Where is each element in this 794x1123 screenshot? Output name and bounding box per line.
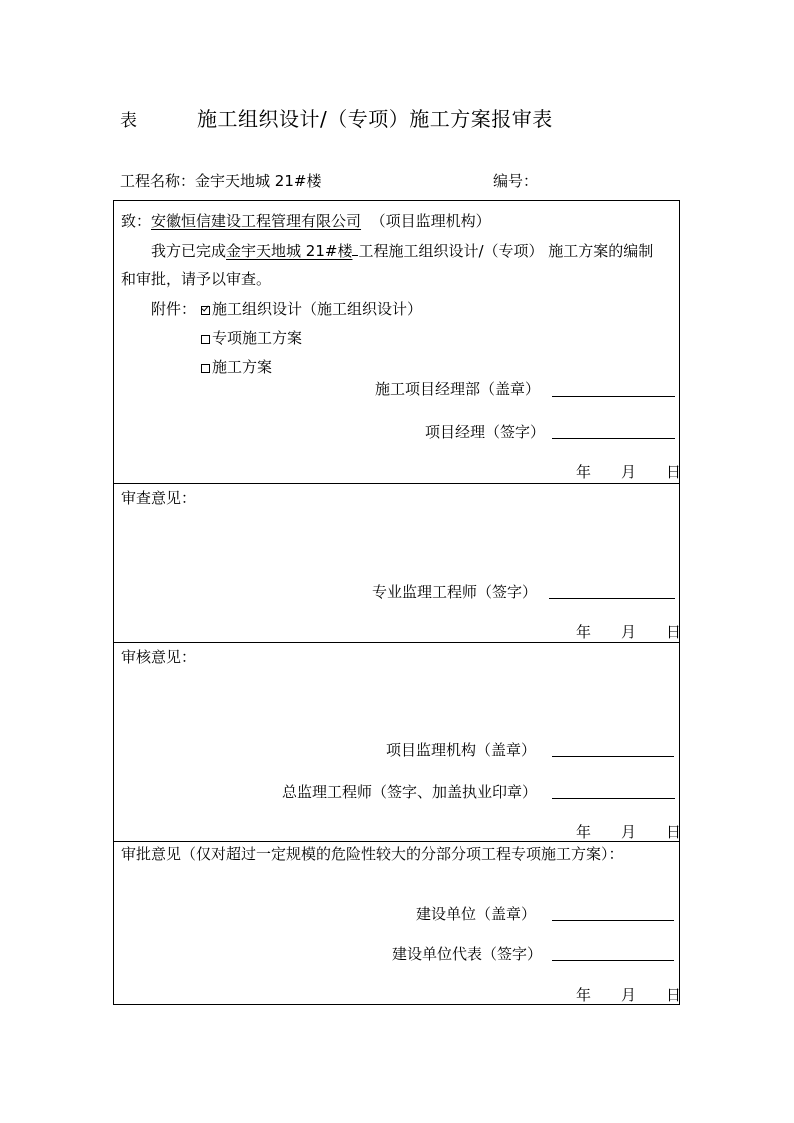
body-text-line1 xyxy=(151,240,653,261)
project-manager-sign-field[interactable] xyxy=(552,438,675,439)
owner-rep-sign-label: 建设单位代表（签字） xyxy=(392,945,543,963)
date-day: 日 xyxy=(666,463,682,481)
audit-section xyxy=(114,643,682,842)
recipient-line xyxy=(121,210,491,231)
date-row xyxy=(576,984,681,1005)
attachment-option-2[interactable] xyxy=(201,327,302,348)
to-label: 致： xyxy=(121,212,152,230)
supervisor-org: 安徽恒信建设工程管理有限公司 xyxy=(151,212,362,230)
supervision-org-seal-field[interactable] xyxy=(552,756,674,757)
chief-engineer-sign-field[interactable] xyxy=(552,798,675,799)
checkbox-checked-icon[interactable] xyxy=(201,306,210,315)
attachment-option-1[interactable] xyxy=(201,298,422,319)
date-year: 年 xyxy=(576,823,592,841)
submission-section xyxy=(114,201,682,484)
project-dept-seal-field[interactable] xyxy=(552,396,675,397)
engineer-sign-label: 专业监理工程师（签字） xyxy=(372,583,538,601)
body-text-line2: 和审批，请予以审查。 xyxy=(121,270,272,288)
date-month: 月 xyxy=(621,986,637,1004)
attachment-option-label: 专项施工方案 xyxy=(212,329,303,347)
date-day: 日 xyxy=(666,623,682,641)
approval-opinion-title: 审批意见（仅对超过一定规模的危险性较大的分部分项工程专项施工方案）： xyxy=(121,845,624,863)
date-row xyxy=(576,621,681,642)
attachment-option-label: 施工组织设计（施工组织设计） xyxy=(212,300,423,318)
project-name-value: 金宇天地城 21#楼 xyxy=(195,172,322,190)
review-opinion-title: 审查意见： xyxy=(121,489,197,507)
checkbox-icon[interactable] xyxy=(201,335,210,344)
owner-seal-field[interactable] xyxy=(552,920,674,921)
engineer-sign-field[interactable] xyxy=(549,598,675,599)
owner-rep-sign-field[interactable] xyxy=(552,960,674,961)
checkbox-icon[interactable] xyxy=(201,364,210,373)
project-dept-seal-label: 施工项目经理部（盖章） xyxy=(375,380,541,398)
supervision-org-seal-label: 项目监理机构（盖章） xyxy=(386,741,537,759)
project-name-label: 工程名称： xyxy=(120,172,196,190)
project-name-row xyxy=(120,170,321,191)
date-row xyxy=(576,821,681,842)
date-month: 月 xyxy=(621,623,637,641)
date-day: 日 xyxy=(666,823,682,841)
approval-section xyxy=(114,842,682,1005)
date-row xyxy=(576,461,681,482)
attachments-label: 附件： xyxy=(151,300,197,318)
date-day: 日 xyxy=(666,986,682,1004)
review-section xyxy=(114,484,682,643)
body-project-name: 金宇天地城 21#楼 xyxy=(226,242,353,260)
project-manager-sign-label: 项目经理（签字） xyxy=(425,423,546,441)
date-month: 月 xyxy=(621,463,637,481)
body-prefix: 我方已完成 xyxy=(151,242,227,260)
owner-seal-label: 建设单位（盖章） xyxy=(416,905,537,923)
chief-engineer-sign-label: 总监理工程师（签字、加盖执业印章） xyxy=(282,783,538,801)
date-month: 月 xyxy=(621,823,637,841)
date-year: 年 xyxy=(576,463,592,481)
audit-opinion-title: 审核意见： xyxy=(121,648,197,666)
attachment-option-3[interactable] xyxy=(201,356,272,377)
body-suffix: 工程施工组织设计/（专项） 施工方案的编制 xyxy=(358,242,654,260)
approval-form xyxy=(113,200,680,1005)
number-label: 编号： xyxy=(493,172,539,190)
page-title: 施工组织设计/（专项）施工方案报审表 xyxy=(197,107,553,131)
form-table-label: 表 xyxy=(120,111,137,131)
date-year: 年 xyxy=(576,623,592,641)
attachment-option-label: 施工方案 xyxy=(212,358,273,376)
date-year: 年 xyxy=(576,986,592,1004)
supervisor-org-note: （项目监理机构） xyxy=(370,212,491,230)
